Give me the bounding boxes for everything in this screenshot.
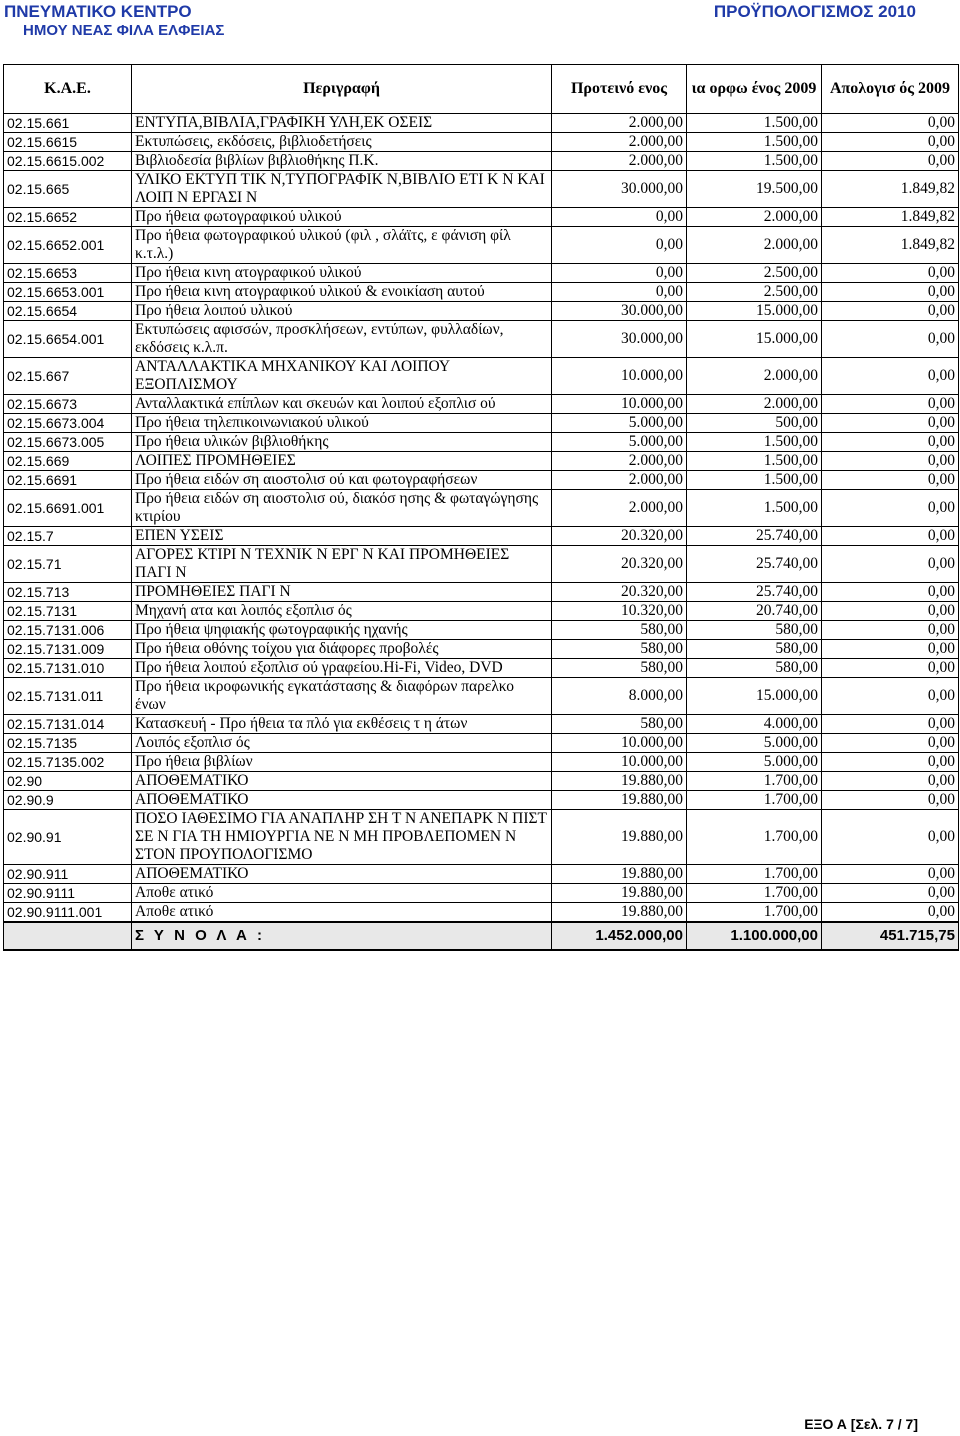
code-cell: 02.15.7131.011 <box>4 678 132 715</box>
budget-cell: 25.740,00 <box>687 527 822 546</box>
actual-cell: 0,00 <box>822 640 959 659</box>
budget-cell: 19.500,00 <box>687 171 822 208</box>
budget-cell: 2.000,00 <box>687 358 822 395</box>
code-cell: 02.15.713 <box>4 583 132 602</box>
table-row <box>4 208 959 227</box>
code-cell: 02.15.6652 <box>4 208 132 227</box>
budget-cell: 1.700,00 <box>687 791 822 810</box>
table-row <box>4 433 959 452</box>
proposed-cell: 0,00 <box>552 283 687 302</box>
code-cell: 02.15.6653 <box>4 264 132 283</box>
table-row <box>4 715 959 734</box>
description-cell: Προ ήθεια λοιπού εξοπλισ ού γραφείου.Hi-Fi, Video, DVD <box>132 659 552 678</box>
budget-cell: 25.740,00 <box>687 583 822 602</box>
table-row <box>4 546 959 583</box>
budget-cell: 25.740,00 <box>687 546 822 583</box>
actual-cell: 0,00 <box>822 133 959 152</box>
budget-cell: 580,00 <box>687 659 822 678</box>
description-cell: ΑΝΤΑΛΛΑΚΤΙΚΑ ΜΗΧΑΝΙΚΟΥ ΚΑΙ ΛΟΙΠΟΥ ΕΞΟΠΛΙΣΜΟΥ <box>132 358 552 395</box>
description-cell: Εκτυπώσεις αφισσών, προσκλήσεων, εντύπων, φυλλαδίων, εκδόσεις κ.λ.π. <box>132 321 552 358</box>
description-cell: ΠΡΟΜΗΘΕΙΕΣ ΠΑΓΙ Ν <box>132 583 552 602</box>
budget-cell: 1.500,00 <box>687 452 822 471</box>
table-row <box>4 227 959 264</box>
description-cell: Προ ήθεια λοιπού υλικού <box>132 302 552 321</box>
proposed-cell: 30.000,00 <box>552 321 687 358</box>
actual-cell: 0,00 <box>822 602 959 621</box>
proposed-cell: 10.000,00 <box>552 734 687 753</box>
code-cell: 02.15.7131.009 <box>4 640 132 659</box>
description-cell: ΑΠΟΘΕΜΑΤΙΚΟ <box>132 791 552 810</box>
code-cell: 02.15.6654.001 <box>4 321 132 358</box>
actual-cell: 0,00 <box>822 678 959 715</box>
proposed-cell: 10.320,00 <box>552 602 687 621</box>
header-budget-2009: ια ορφω ένος 2009 <box>687 65 822 114</box>
proposed-cell: 0,00 <box>552 227 687 264</box>
description-cell: ΑΠΟΘΕΜΑΤΙΚΟ <box>132 772 552 791</box>
budget-cell: 1.700,00 <box>687 903 822 923</box>
proposed-cell: 20.320,00 <box>552 546 687 583</box>
table-header-row <box>4 65 959 114</box>
actual-cell: 0,00 <box>822 903 959 923</box>
proposed-cell: 8.000,00 <box>552 678 687 715</box>
code-cell: 02.15.6653.001 <box>4 283 132 302</box>
proposed-cell: 2.000,00 <box>552 490 687 527</box>
actual-cell: 0,00 <box>822 810 959 865</box>
budget-cell: 15.000,00 <box>687 321 822 358</box>
code-cell: 02.90.9 <box>4 791 132 810</box>
description-cell: ΕΠΕΝ ΥΣΕΙΣ <box>132 527 552 546</box>
code-cell: 02.15.7131.014 <box>4 715 132 734</box>
actual-cell: 0,00 <box>822 865 959 884</box>
actual-cell: 1.849,82 <box>822 227 959 264</box>
budget-cell: 1.500,00 <box>687 433 822 452</box>
table-row <box>4 395 959 414</box>
description-cell: ΑΓΟΡΕΣ ΚΤΙΡΙ Ν ΤΕΧΝΙΚ Ν ΕΡΓ Ν ΚΑΙ ΠΡΟΜΗΘΕΙΕΣ ΠΑΓΙ Ν <box>132 546 552 583</box>
table-row <box>4 602 959 621</box>
budget-cell: 580,00 <box>687 640 822 659</box>
code-cell: 02.90 <box>4 772 132 791</box>
proposed-cell: 580,00 <box>552 621 687 640</box>
totals-row <box>4 922 959 950</box>
actual-cell: 0,00 <box>822 433 959 452</box>
table-row <box>4 659 959 678</box>
actual-cell: 0,00 <box>822 358 959 395</box>
code-cell: 02.90.9111 <box>4 884 132 903</box>
actual-cell: 0,00 <box>822 715 959 734</box>
description-cell: Λοιπός εξοπλισ ός <box>132 734 552 753</box>
actual-cell: 0,00 <box>822 452 959 471</box>
table-row <box>4 753 959 772</box>
description-cell: Μηχανή ατα και λοιπός εξοπλισ ός <box>132 602 552 621</box>
budget-cell: 5.000,00 <box>687 753 822 772</box>
proposed-cell: 20.320,00 <box>552 527 687 546</box>
budget-cell: 1.500,00 <box>687 471 822 490</box>
description-cell: ΥΛΙΚΟ ΕΚΤΥΠ ΤΙΚ Ν,ΤΥΠΟΓΡΑΦΙΚ Ν,ΒΙΒΛΙΟ ΕΤΙ Κ Ν ΚΑΙ ΛΟΙΠ Ν ΕΡΓΑΣΙ Ν <box>132 171 552 208</box>
description-cell: Προ ήθεια υλικών βιβλιοθήκης <box>132 433 552 452</box>
table-row <box>4 302 959 321</box>
table-row <box>4 678 959 715</box>
table-row <box>4 471 959 490</box>
proposed-cell: 19.880,00 <box>552 903 687 923</box>
budget-cell: 1.700,00 <box>687 865 822 884</box>
proposed-cell: 2.000,00 <box>552 114 687 133</box>
code-cell: 02.15.7 <box>4 527 132 546</box>
header-actual-2009: Απολογισ ός 2009 <box>822 65 959 114</box>
actual-cell: 0,00 <box>822 264 959 283</box>
code-cell: 02.15.7131.006 <box>4 621 132 640</box>
actual-cell: 0,00 <box>822 734 959 753</box>
actual-cell: 0,00 <box>822 414 959 433</box>
table-row <box>4 621 959 640</box>
actual-cell: 0,00 <box>822 490 959 527</box>
code-cell: 02.15.7131.010 <box>4 659 132 678</box>
actual-cell: 1.849,82 <box>822 171 959 208</box>
description-cell: Προ ήθεια ικροφωνικής εγκατάστασης & διαφόρων παρελκο ένων <box>132 678 552 715</box>
actual-cell: 0,00 <box>822 772 959 791</box>
table-row <box>4 171 959 208</box>
budget-cell: 1.500,00 <box>687 490 822 527</box>
proposed-cell: 19.880,00 <box>552 810 687 865</box>
code-cell: 02.15.661 <box>4 114 132 133</box>
budget-cell: 1.700,00 <box>687 772 822 791</box>
description-cell: Προ ήθεια τηλεπικοινωνιακού υλικού <box>132 414 552 433</box>
actual-cell: 1.849,82 <box>822 208 959 227</box>
budget-cell: 1.500,00 <box>687 152 822 171</box>
actual-cell: 0,00 <box>822 471 959 490</box>
code-cell: 02.15.665 <box>4 171 132 208</box>
budget-cell: 2.000,00 <box>687 395 822 414</box>
totals-actual: 451.715,75 <box>822 922 959 950</box>
description-cell: Αποθε ατικό <box>132 903 552 923</box>
table-row <box>4 772 959 791</box>
actual-cell: 0,00 <box>822 753 959 772</box>
table-row <box>4 414 959 433</box>
actual-cell: 0,00 <box>822 321 959 358</box>
proposed-cell: 19.880,00 <box>552 772 687 791</box>
actual-cell: 0,00 <box>822 152 959 171</box>
description-cell: Προ ήθεια κινη ατογραφικού υλικού & ενοικίαση αυτού <box>132 283 552 302</box>
proposed-cell: 580,00 <box>552 659 687 678</box>
actual-cell: 0,00 <box>822 583 959 602</box>
actual-cell: 0,00 <box>822 114 959 133</box>
code-cell: 02.15.7135.002 <box>4 753 132 772</box>
description-cell: Κατασκευή - Προ ήθεια τα πλό για εκθέσεις τ η άτων <box>132 715 552 734</box>
budget-cell: 1.700,00 <box>687 810 822 865</box>
page-footer: ΕΞΟ Α [Σελ. 7 / 7] <box>804 1416 918 1432</box>
actual-cell: 0,00 <box>822 659 959 678</box>
proposed-cell: 2.000,00 <box>552 452 687 471</box>
proposed-cell: 2.000,00 <box>552 133 687 152</box>
proposed-cell: 10.000,00 <box>552 358 687 395</box>
description-cell: Προ ήθεια ειδών ση αιοστολισ ού και φωτογραφήσεων <box>132 471 552 490</box>
proposed-cell: 5.000,00 <box>552 414 687 433</box>
code-cell: 02.15.6654 <box>4 302 132 321</box>
table-row <box>4 358 959 395</box>
description-cell: Ανταλλακτικά επίπλων και σκευών και λοιπού εξοπλισ ού <box>132 395 552 414</box>
totals-label: Σ Υ Ν Ο Λ Α : <box>132 922 552 950</box>
table-row <box>4 152 959 171</box>
code-cell: 02.90.911 <box>4 865 132 884</box>
description-cell: ΕΝΤΥΠΑ,ΒΙΒΛΙΑ,ΓΡΑΦΙΚΗ ΥΛΗ,ΕΚ ΟΣΕΙΣ <box>132 114 552 133</box>
code-cell: 02.15.6673.005 <box>4 433 132 452</box>
actual-cell: 0,00 <box>822 527 959 546</box>
table-row <box>4 133 959 152</box>
table-row <box>4 490 959 527</box>
totals-budget: 1.100.000,00 <box>687 922 822 950</box>
proposed-cell: 20.320,00 <box>552 583 687 602</box>
proposed-cell: 10.000,00 <box>552 395 687 414</box>
code-cell: 02.15.667 <box>4 358 132 395</box>
proposed-cell: 19.880,00 <box>552 884 687 903</box>
budget-cell: 5.000,00 <box>687 734 822 753</box>
table-row <box>4 791 959 810</box>
table-row <box>4 884 959 903</box>
proposed-cell: 0,00 <box>552 208 687 227</box>
code-cell: 02.15.6673 <box>4 395 132 414</box>
code-cell: 02.15.71 <box>4 546 132 583</box>
table-row <box>4 452 959 471</box>
table-row <box>4 527 959 546</box>
header-proposed: Προτεινό ενος <box>552 65 687 114</box>
totals-empty-cell <box>4 922 132 950</box>
description-cell: ΠΟΣΟ ΙΑΘΕΣΙΜΟ ΓΙΑ ΑΝΑΠΛΗΡ ΣΗ Τ Ν ΑΝΕΠΑΡΚ Ν ΠΙΣΤ ΣΕ Ν ΓΙΑ ΤΗ ΗΜΙΟΥΡΓΙΑ ΝΕ Ν ΜΗ ΠΡΟΒΛΕΠΟΜΕΝ Ν ΣΤΟΝ ΠΡΟΥΠΟΛΟΓΙΣΜΟ <box>132 810 552 865</box>
table-row <box>4 734 959 753</box>
description-cell: ΑΠΟΘΕΜΑΤΙΚΟ <box>132 865 552 884</box>
description-cell: Αποθε ατικό <box>132 884 552 903</box>
budget-cell: 4.000,00 <box>687 715 822 734</box>
budget-cell: 2.500,00 <box>687 264 822 283</box>
budget-cell: 15.000,00 <box>687 678 822 715</box>
proposed-cell: 19.880,00 <box>552 791 687 810</box>
budget-cell: 1.500,00 <box>687 133 822 152</box>
budget-cell: 500,00 <box>687 414 822 433</box>
description-cell: Εκτυπώσεις, εκδόσεις, βιβλιοδετήσεις <box>132 133 552 152</box>
description-cell: Προ ήθεια ειδών ση αιοστολισ ού, διακόσ ησης & φωταγώγησης κτιρίου <box>132 490 552 527</box>
actual-cell: 0,00 <box>822 546 959 583</box>
budget-table <box>3 64 959 951</box>
proposed-cell: 19.880,00 <box>552 865 687 884</box>
proposed-cell: 10.000,00 <box>552 753 687 772</box>
table-row <box>4 640 959 659</box>
actual-cell: 0,00 <box>822 884 959 903</box>
proposed-cell: 5.000,00 <box>552 433 687 452</box>
proposed-cell: 2.000,00 <box>552 471 687 490</box>
table-row <box>4 114 959 133</box>
actual-cell: 0,00 <box>822 621 959 640</box>
code-cell: 02.15.6615 <box>4 133 132 152</box>
description-cell: Βιβλιοδεσία βιβλίων βιβλιοθήκης Π.Κ. <box>132 152 552 171</box>
table-row <box>4 264 959 283</box>
code-cell: 02.15.6615.002 <box>4 152 132 171</box>
budget-cell: 2.000,00 <box>687 227 822 264</box>
table-row <box>4 810 959 865</box>
code-cell: 02.15.669 <box>4 452 132 471</box>
description-cell: Προ ήθεια φωτογραφικού υλικού (φιλ , σλάϊτς, ε φάνιση φίλ κ.τ.λ.) <box>132 227 552 264</box>
table-body <box>4 114 959 923</box>
code-cell: 02.90.91 <box>4 810 132 865</box>
budget-cell: 580,00 <box>687 621 822 640</box>
code-cell: 02.15.6691 <box>4 471 132 490</box>
proposed-cell: 580,00 <box>552 715 687 734</box>
budget-cell: 1.700,00 <box>687 884 822 903</box>
document-title: ΠΡΟΫΠΟΛΟΓΙΣΜΟΣ 2010 <box>713 2 916 21</box>
code-cell: 02.15.6652.001 <box>4 227 132 264</box>
code-cell: 02.15.6691.001 <box>4 490 132 527</box>
description-cell: Προ ήθεια βιβλίων <box>132 753 552 772</box>
table-row <box>4 321 959 358</box>
totals-proposed: 1.452.000,00 <box>552 922 687 950</box>
description-cell: ΛΟΙΠΕΣ ΠΡΟΜΗΘΕΙΕΣ <box>132 452 552 471</box>
code-cell: 02.15.6673.004 <box>4 414 132 433</box>
proposed-cell: 0,00 <box>552 264 687 283</box>
budget-cell: 15.000,00 <box>687 302 822 321</box>
municipality-name: ΗΜΟΥ ΝΕΑΣ ΦΙΛΑ ΕΛΦΕΙΑΣ <box>23 22 225 39</box>
budget-cell: 2.000,00 <box>687 208 822 227</box>
table-row <box>4 865 959 884</box>
actual-cell: 0,00 <box>822 791 959 810</box>
budget-cell: 2.500,00 <box>687 283 822 302</box>
table-row <box>4 283 959 302</box>
description-cell: Προ ήθεια φωτογραφικού υλικού <box>132 208 552 227</box>
actual-cell: 0,00 <box>822 283 959 302</box>
code-cell: 02.15.7135 <box>4 734 132 753</box>
table-row <box>4 903 959 923</box>
code-cell: 02.90.9111.001 <box>4 903 132 923</box>
description-cell: Προ ήθεια οθόνης τοίχου για διάφορες προβολές <box>132 640 552 659</box>
header-description: Περιγραφή <box>132 65 552 114</box>
description-cell: Προ ήθεια ψηφιακής φωτογραφικής ηχανής <box>132 621 552 640</box>
budget-cell: 20.740,00 <box>687 602 822 621</box>
proposed-cell: 30.000,00 <box>552 302 687 321</box>
proposed-cell: 580,00 <box>552 640 687 659</box>
actual-cell: 0,00 <box>822 302 959 321</box>
description-cell: Προ ήθεια κινη ατογραφικού υλικού <box>132 264 552 283</box>
code-cell: 02.15.7131 <box>4 602 132 621</box>
proposed-cell: 2.000,00 <box>552 152 687 171</box>
budget-cell: 1.500,00 <box>687 114 822 133</box>
proposed-cell: 30.000,00 <box>552 171 687 208</box>
header-code: Κ.Α.Ε. <box>4 65 132 114</box>
table-row <box>4 583 959 602</box>
organization-name: ΠΝΕΥΜΑΤΙΚΟ ΚΕΝΤΡΟ <box>4 2 192 21</box>
actual-cell: 0,00 <box>822 395 959 414</box>
